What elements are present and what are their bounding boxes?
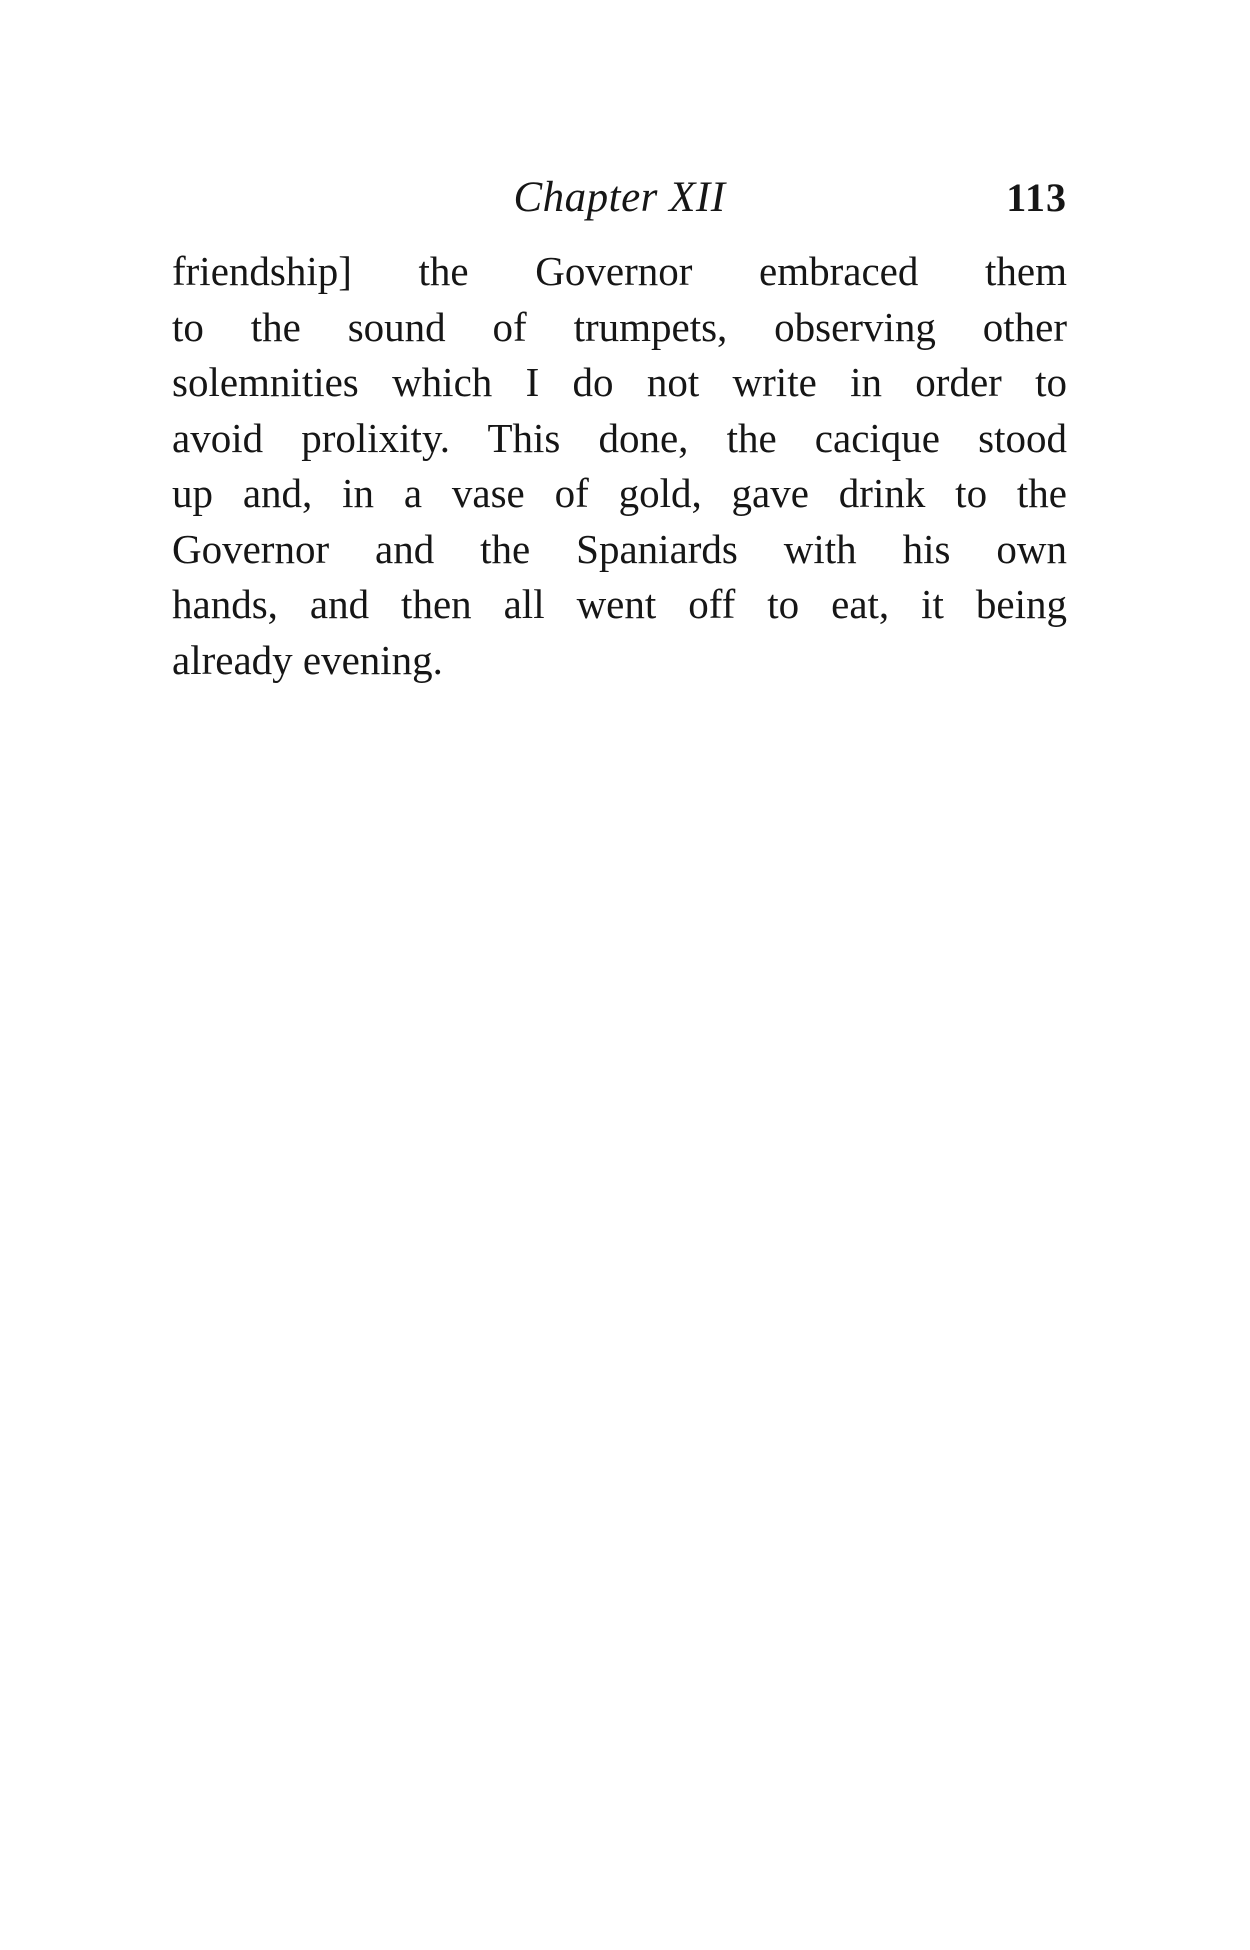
text-line: to the sound of trumpets, observing other xyxy=(172,303,1067,350)
text-line: already evening. xyxy=(172,636,443,683)
body-paragraph xyxy=(172,244,1067,688)
text-line: avoid prolixity. This done, the cacique stood xyxy=(172,414,1067,461)
text-line: up and, in a vase of gold, gave drink to the xyxy=(172,470,1067,516)
text-line: friendship] the Governor embraced them xyxy=(172,248,1067,294)
text-line: solemnities which I do not write in order to xyxy=(172,359,1067,405)
page-number: 113 xyxy=(1006,175,1067,220)
running-head xyxy=(172,168,1067,228)
text-line: hands, and then all went off to eat, it being xyxy=(172,581,1067,627)
chapter-title: Chapter XII xyxy=(513,174,726,221)
text-line: Governor and the Spaniards with his own xyxy=(172,525,1067,572)
